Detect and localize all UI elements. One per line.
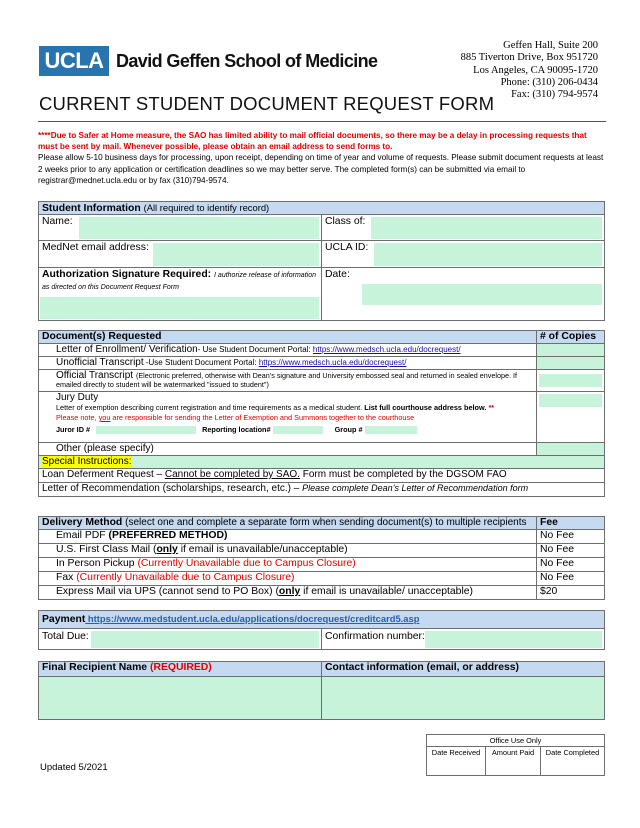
doc-row-official [39, 370, 537, 392]
contact-header: Contact information (email, or address) [322, 662, 605, 677]
date-label: Date: [325, 269, 350, 280]
loan-deferment-row [39, 469, 605, 483]
recipient-table [38, 661, 605, 720]
option-note: if email is unavailable/ unacceptable) [300, 586, 473, 597]
special-instructions-row[interactable] [39, 456, 605, 469]
notice-block [38, 130, 606, 186]
delivery-option-express[interactable] [39, 586, 537, 600]
fee-header: Fee [537, 517, 605, 530]
address-line: Geffen Hall, Suite 200 [503, 40, 598, 51]
reporting-location-field[interactable] [273, 426, 323, 434]
other-copies[interactable] [537, 443, 605, 456]
fee-value: No Fee [537, 530, 605, 544]
section-note: (All required to identify record) [143, 202, 270, 213]
jury-warning [42, 413, 533, 423]
jury-warning-you: you [98, 413, 111, 422]
office-use-table [426, 734, 605, 776]
date-completed-cell: Date Completed [541, 747, 605, 776]
recommendation-label: Letter of Recommendation (scholarships, research, etc.) – [42, 483, 303, 494]
jury-description [42, 403, 533, 413]
jury-copies-field[interactable] [539, 394, 602, 407]
class-of-field[interactable] [371, 217, 602, 239]
doc-row-other: Other (please specify) [39, 443, 537, 456]
jury-warning-text: Please note, [56, 413, 99, 422]
option-label: Fax [56, 572, 77, 583]
documents-header: Document(s) Requested [39, 331, 537, 344]
loan-label: Loan Deferment Request – [42, 469, 165, 480]
official-note: (Electronic preferred, otherwise with Dean’s signature and University embossed seal and returned in sealed envelope. If emailed directly to student will be watermarked "issued to student") [56, 371, 517, 389]
email-label: MedNet email address: [42, 242, 149, 253]
option-label: Express Mail via UPS (cannot send to PO Box) ( [56, 586, 279, 597]
jury-details [42, 425, 533, 435]
documents-table [38, 330, 605, 497]
ucla-id-label: UCLA ID: [325, 242, 369, 253]
enrollment-note: - Use Student Document Portal: [197, 345, 313, 354]
option-note: if email is unavailable/unacceptable) [177, 544, 348, 555]
fax-line: Fax: (310) 794-9574 [511, 89, 598, 101]
name-cell [39, 215, 322, 241]
unofficial-copies[interactable] [537, 357, 605, 370]
enrollment-portal-link[interactable]: https://www.medsch.ucla.edu/docrequest/ [312, 345, 461, 354]
recommendation-note: Please complete Dean’s Letter of Recommendation form [302, 483, 529, 493]
unofficial-portal-link[interactable]: https://www.medsch.ucla.edu/docrequest/ [258, 358, 407, 367]
confirmation-field[interactable] [425, 631, 602, 648]
name-label: Name: [42, 216, 73, 227]
address-line: Los Angeles, CA 90095-1720 [473, 64, 598, 76]
school-logo [39, 46, 377, 76]
reporting-location-label: Reporting location# [202, 425, 271, 434]
delivery-option-pickup[interactable] [39, 558, 537, 572]
ucla-id-field[interactable] [374, 243, 602, 266]
signature-field[interactable] [40, 297, 319, 319]
group-label: Group # [334, 425, 363, 434]
loan-note: Form must be completed by the DGSOM FAO [299, 469, 507, 480]
fee-value: No Fee [537, 544, 605, 558]
option-label: In Person Pickup [56, 558, 138, 569]
jury-warning-text-2: are responsible for sending the Letter of Exemption and Summons together to the courthouse [110, 413, 415, 422]
phone-line: Phone: (310) 206-0434 [500, 76, 598, 88]
official-copies-field[interactable] [539, 374, 602, 387]
delivery-option-email[interactable] [39, 530, 537, 544]
doc-row-enrollment [39, 344, 537, 357]
official-label: Official Transcript [56, 370, 134, 381]
email-cell [39, 241, 322, 268]
jury-note: Letter of exemption describing current registration and time requirements as a medical student. [56, 403, 365, 412]
section-title: Student Information [42, 203, 141, 214]
total-due-cell [39, 629, 322, 650]
jury-stars: ** [486, 403, 495, 412]
jury-label: Jury Duty [56, 392, 99, 403]
contact-info-field[interactable] [322, 677, 605, 720]
student-info-table [38, 201, 605, 321]
confirmation-label: Confirmation number: [325, 631, 425, 642]
ucla-logo-mark: UCLA [39, 46, 109, 76]
option-preferred: (PREFERRED METHOD) [108, 530, 228, 541]
enrollment-label: Letter of Enrollment/ Verification [56, 344, 198, 355]
jury-copies [537, 392, 605, 443]
unofficial-note: -Use Student Document Portal: [143, 358, 259, 367]
updated-date: Updated 5/2021 [40, 762, 108, 773]
ucla-id-cell [322, 241, 605, 268]
juror-id-field[interactable] [96, 426, 196, 434]
recommendation-row [39, 483, 605, 497]
special-instructions-label: Special Instructions: [42, 456, 132, 467]
date-cell [322, 268, 605, 321]
title-divider [38, 121, 606, 122]
student-info-header [39, 202, 605, 215]
total-due-field[interactable] [91, 631, 319, 648]
delivery-option-fax[interactable] [39, 572, 537, 586]
fee-value: No Fee [537, 572, 605, 586]
delivery-header [39, 517, 537, 530]
total-due-label: Total Due: [42, 631, 89, 642]
class-of-label: Class of: [325, 216, 366, 227]
fee-value: No Fee [537, 558, 605, 572]
option-only: only [156, 544, 178, 555]
section-title: Delivery Method [42, 517, 123, 528]
payment-table [38, 610, 605, 650]
date-field[interactable] [362, 284, 602, 305]
doc-row-unofficial [39, 357, 537, 370]
option-label: U.S. First Class Mail ( [56, 544, 157, 555]
signature-note: I authorize release of information as directed on this Document Request Form [42, 272, 316, 291]
safer-at-home-notice: ****Due to Safer at Home measure, the SAO has limited ability to mail official documents, so there may be a delay in processing requests that must be sent by mail. Whenever possible, please obtain an email address to send forms to. [38, 131, 587, 152]
amount-paid-cell: Amount Paid [486, 747, 541, 776]
copies-header: # of Copies [537, 331, 605, 344]
recipient-name-label: Final Recipient Name [42, 662, 150, 673]
option-only: only [278, 586, 301, 597]
option-label: Email PDF [56, 530, 109, 541]
required-label: (REQUIRED) [149, 662, 212, 673]
school-name: David Geffen School of Medicine [116, 50, 378, 71]
juror-id-label: Juror ID # [56, 425, 91, 434]
option-unavailable: (Currently Unavailable due to Campus Closure) [76, 572, 295, 583]
delivery-option-first-class-mail[interactable] [39, 544, 537, 558]
processing-notice: Please allow 5-10 business days for processing, upon receipt, depending on time of year and volume of requests. Please submit document requests at least 2 weeks prior to any application or certification deadlines so we may better serve. The completed form(s) can be submitted via email to registrar@mednet.ucla.edu or by fax (310)794-9574. [38, 153, 604, 185]
signature-cell [39, 268, 322, 321]
section-title: Payment [42, 614, 86, 625]
email-field[interactable] [153, 243, 319, 266]
jury-address-instruction: List full courthouse address below. [364, 403, 487, 412]
signature-label: Authorization Signature Required: [42, 269, 212, 280]
class-of-cell [322, 215, 605, 241]
date-received-cell: Date Received [427, 747, 486, 776]
official-copies [537, 370, 605, 392]
group-field[interactable] [365, 426, 417, 434]
confirmation-cell [322, 629, 605, 650]
recipient-name-header [39, 662, 322, 677]
name-field[interactable] [79, 217, 319, 239]
enrollment-copies[interactable] [537, 344, 605, 357]
unofficial-label: Unofficial Transcript [56, 357, 144, 368]
section-note: (select one and complete a separate form when sending document(s) to multiple recipients [125, 517, 527, 528]
payment-header [39, 611, 605, 629]
option-unavailable: (Currently Unavailable due to Campus Closure) [137, 558, 356, 569]
form-title: CURRENT STUDENT DOCUMENT REQUEST FORM [39, 93, 495, 114]
doc-row-jury [39, 392, 537, 443]
fee-value: $20 [537, 586, 605, 600]
loan-warning: Cannot be completed by SAO. [164, 469, 300, 480]
delivery-table [38, 516, 605, 600]
recipient-name-field[interactable] [39, 677, 322, 720]
payment-link[interactable]: https://www.medstudent.ucla.edu/applications/docrequest/creditcard5.asp [85, 613, 420, 624]
address-line: 885 Tiverton Drive, Box 951720 [460, 52, 598, 64]
office-use-title: Office Use Only [427, 735, 605, 747]
